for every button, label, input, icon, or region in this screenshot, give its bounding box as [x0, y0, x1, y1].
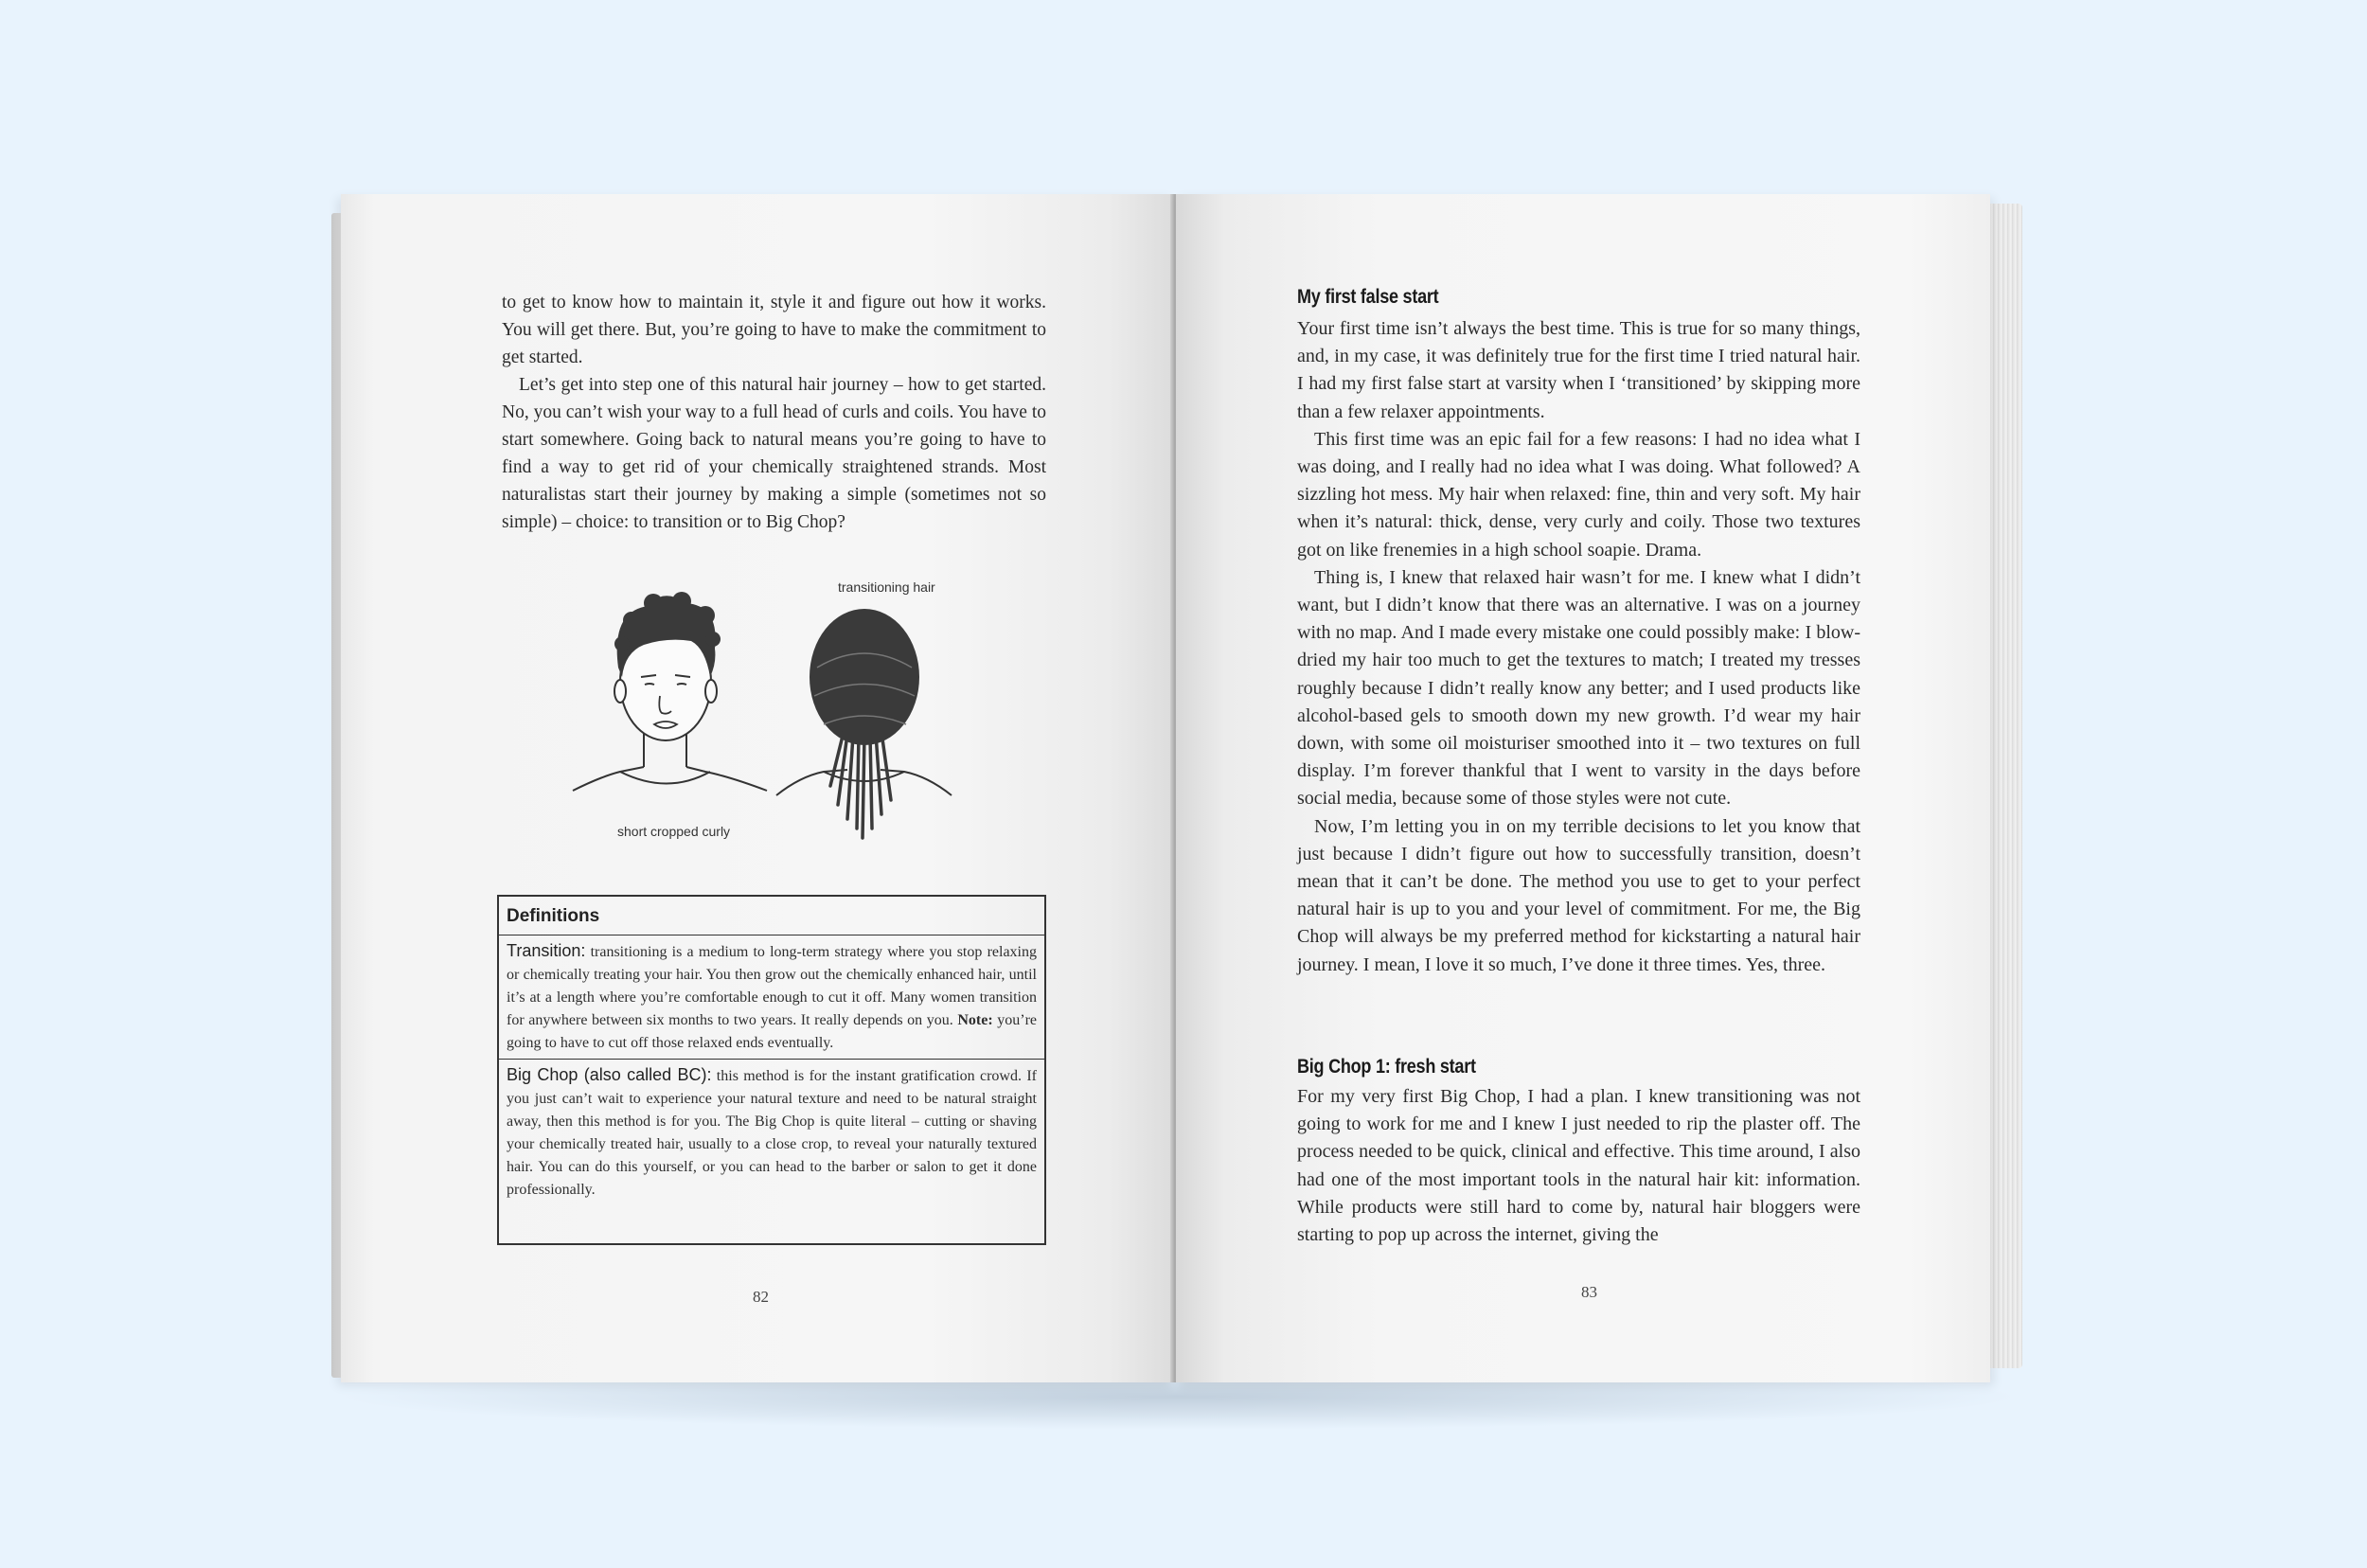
term-big-chop: Big Chop (also called BC):	[507, 1065, 712, 1084]
definition-big-chop	[499, 1059, 1044, 1205]
heading-big-chop-1: Big Chop 1: fresh start	[1297, 1056, 1476, 1078]
note-label: Note:	[957, 1012, 993, 1028]
caption-short-cropped-curly: short cropped curly	[617, 824, 731, 839]
definitions-box	[497, 895, 1046, 1245]
term-transition: Transition:	[507, 941, 586, 960]
definition-transition-text: transitioning is a medium to long-term strategy where you stop relaxing or chemically treating your hair. You then grow out the chemically enhanced hair, until it’s at a length where you’re comfortable enough to cut it off. Many women transition for anywhere between six months to two years. It really depends on you.	[507, 944, 1037, 1028]
transitioning-hair-head-icon	[776, 609, 952, 838]
right-paragraph-3: Thing is, I knew that relaxed hair wasn’t for me. I knew what I didn’t want, but I didn’t know that there was an alternative. I was on a journey with no map. And I made every mistake one could possibly make: I blow-dried my hair too much to get the textures to match; I treated my tresses roughly because I didn’t really know any better; and I used products like alcohol-based gels to smooth down my new growth. I’d wear my hair down, with some oil moisturiser smoothed into it – two textures on full display. I’m forever thankful that I went to varsity in the days before social media, because some of those styles were not cute.	[1297, 566, 1860, 810]
definition-transition	[499, 935, 1044, 1059]
right-page-body-1	[1297, 315, 1860, 979]
right-page-number: 83	[1581, 1283, 1597, 1301]
left-page-body	[502, 289, 1046, 536]
definition-transition-note: you’re going to have to cut off those relaxed ends eventually.	[507, 1012, 1038, 1051]
right-paragraph-4: Now, I’m letting you in on my terrible decisions to let you know that just because I didn’t figure out how to successfully transition, doesn’t mean that it can’t be done. The method you use to get to your perfect natural hair is up to you and your level of commitment. For me, the Big Chop will always be my preferred method for kickstarting a natural hair journey. I mean, I love it so much, I’ve done it three times. Yes, three.	[1297, 815, 1860, 975]
right-paragraph-1: Your first time isn’t always the best time. This is true for so many things, and, in my case, it was definitely true for the first time I tried natural hair. I had my first false start at varsity when I ‘transitioned’ by skipping more than a few relaxer appointments.	[1297, 318, 1860, 422]
right-paragraph-2: This first time was an epic fail for a few reasons: I had no idea what I was doing, and I really had no idea what I was doing. What followed? A sizzling hot mess. My hair when relaxed: fine, thin and very soft. My hair when it’s natural: thick, dense, very curly and coily. Those two textures got on like frenemies in a high school soapie. Drama.	[1297, 428, 1860, 561]
definitions-title: Definitions	[499, 897, 1044, 935]
left-paragraph-2: Let’s get into step one of this natural hair journey – how to get started. No, you can’t wish your way to a full head of curls and coils. You have to start somewhere. Going back to natural means you’re going to have to find a way to get rid of your chemically straightened strands. Most naturalistas start their journey by making a simple (sometimes not so simple) – choice: to transition or to Big Chop?	[502, 375, 1046, 532]
short-cropped-curly-head-icon	[573, 592, 767, 791]
heading-my-first-false-start: My first false start	[1297, 286, 1439, 308]
right-paragraph-5: For my very first Big Chop, I had a plan. I knew transitioning was not going to work for me and I knew I just needed to rip the plaster off. The process needed to be quick, clinical and effective. This time around, I also had one of the most important tools in the natural hair kit: information. While products were still hard to come by, natural hair bloggers were starting to pop up across the internet, giving the	[1297, 1086, 1860, 1246]
left-page-number: 82	[753, 1288, 769, 1306]
caption-transitioning-hair: transitioning hair	[838, 579, 935, 595]
right-page-body-2	[1297, 1083, 1860, 1249]
hair-illustration	[563, 582, 961, 857]
left-paragraph-1: to get to know how to maintain it, style it and figure out how it works. You will get there. But, you’re going to have to make the commitment to get started.	[502, 293, 1046, 367]
right-page-edges	[1984, 204, 2022, 1368]
definition-big-chop-text: this method is for the instant gratification crowd. If you just can’t wait to experience your natural texture and need to be natural straight away, then this method is for you. The Big Chop is quite literal – cutting or shaving your chemically treated hair, usually to a close crop, to reveal your naturally textured hair. You can do this yourself, or you can head to the barber or salon to get it done professionally.	[507, 1068, 1037, 1198]
